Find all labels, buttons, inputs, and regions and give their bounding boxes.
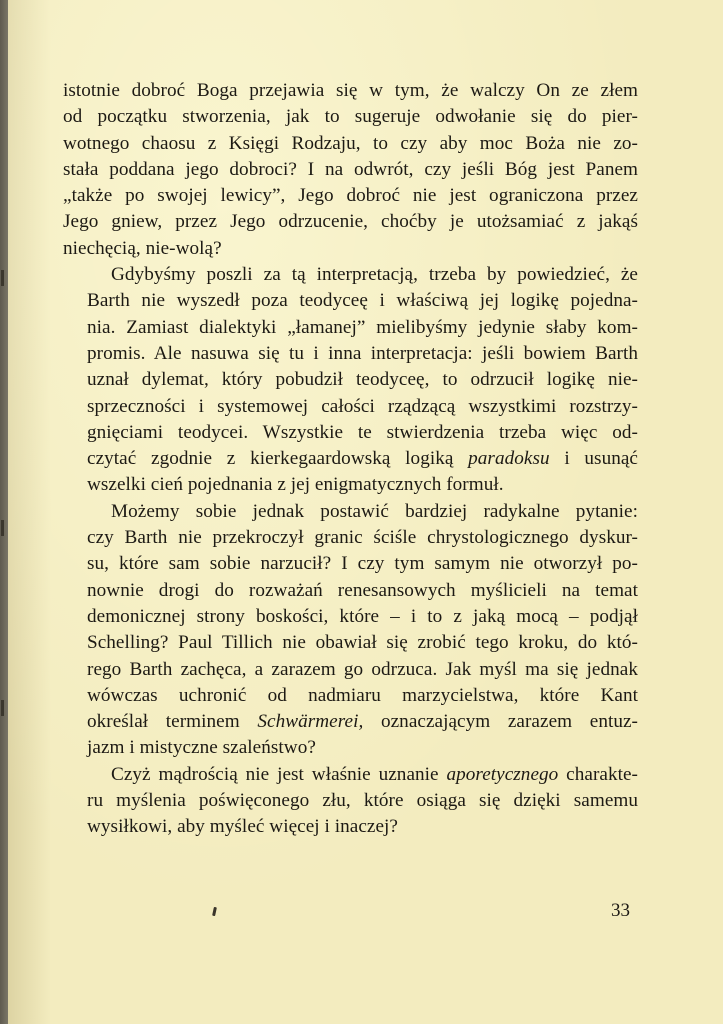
text-line: Możemy sobie jednak postawić bardziej radykalne pytanie: [111, 500, 638, 522]
text-line: stała poddana jego dobroci? I na odwrót, czy jeśli Bóg jest Panem [63, 158, 638, 180]
margin-mark [1, 270, 4, 286]
text-line: nia. Zamiast dialektyki „łamanej” mielibyśmy jedynie słaby kom- [87, 316, 638, 338]
text-line: Jego gniew, przez Jego odrzucenie, choćby je utożsamiać z jakąś [63, 211, 638, 233]
page-number: 33 [611, 900, 630, 921]
text-line: wysiłkowi, aby myśleć więcej i inaczej? [87, 816, 398, 838]
text-line: Gdybyśmy poszli za tą interpretacją, trzeba by powiedzieć, że [111, 264, 638, 286]
text-line: demonicznej strony boskości, które – i to z jaką mocą – podjął [87, 605, 638, 627]
paragraph [63, 499, 638, 762]
text-line: wszelki cień pojednania z jej enigmatycznych formuł. [87, 474, 504, 496]
paragraph [63, 78, 638, 262]
text-line: promis. Ale nasuwa się tu i inna interpretacja: jeśli bowiem Barth [87, 342, 638, 364]
text-line: „także po swojej lewicy”, Jego dobroć nie jest ograniczona przez [63, 185, 638, 207]
margin-mark [1, 520, 4, 536]
text-line: rego Barth zachęca, a zarazem go odrzuca. Jak myśl ma się jednak [87, 658, 638, 680]
book-page [8, 0, 723, 1024]
text-line: ru myślenia poświęconego złu, które osiąga się dzięki samemu [87, 790, 638, 812]
text-line: Schelling? Paul Tillich nie obawiał się zrobić tego kroku, do któ- [87, 632, 638, 654]
text-line: Barth nie wyszedł poza teodyceę i właściwą jej logikę pojedna- [87, 290, 638, 312]
text-line: czytać zgodnie z kierkegaardowską logiką paradoksu i usunąć [87, 448, 638, 470]
text-line: Czyż mądrością nie jest właśnie uznanie aporetycznego charakte- [111, 763, 638, 785]
margin-mark [1, 700, 4, 716]
paragraph [63, 762, 638, 841]
text-line: od początku stworzenia, jak to sugeruje odwołanie się do pier- [63, 106, 638, 128]
text-line: istotnie dobroć Boga przejawia się w tym, że walczy On ze złem [63, 80, 638, 101]
text-line: gnięciami teodycei. Wszystkie te stwierdzenia trzeba więc od- [87, 421, 638, 443]
text-line: wotnego chaosu z Księgi Rodzaju, to czy aby moc Boża nie zo- [63, 132, 638, 154]
text-line: su, które sam sobie narzucił? I czy tym samym nie otworzył po- [87, 553, 638, 575]
text-line: uznał dylemat, który pobudził teodyceę, to odrzucił logikę nie- [87, 369, 638, 391]
text-line: wówczas uchronić od nadmiaru marzycielstwa, które Kant [87, 684, 638, 706]
ink-speck [212, 907, 217, 916]
paragraph [63, 262, 638, 499]
text-line: nownie drogi do rozważań renesansowych myślicieli na temat [87, 579, 638, 601]
text-line: niechęcią, nie-wolą? [63, 237, 222, 259]
text-line: czy Barth nie przekroczył granic ściśle chrystologicznego dyskur- [87, 527, 638, 549]
body-text [63, 78, 638, 841]
text-line: określał terminem Schwärmerei, oznaczającym zarazem entuz- [87, 711, 638, 733]
text-line: sprzeczności i systemowej całości rządzącą wszystkimi rozstrzy- [87, 395, 638, 417]
text-line: jazm i mistyczne szaleństwo? [87, 737, 316, 759]
